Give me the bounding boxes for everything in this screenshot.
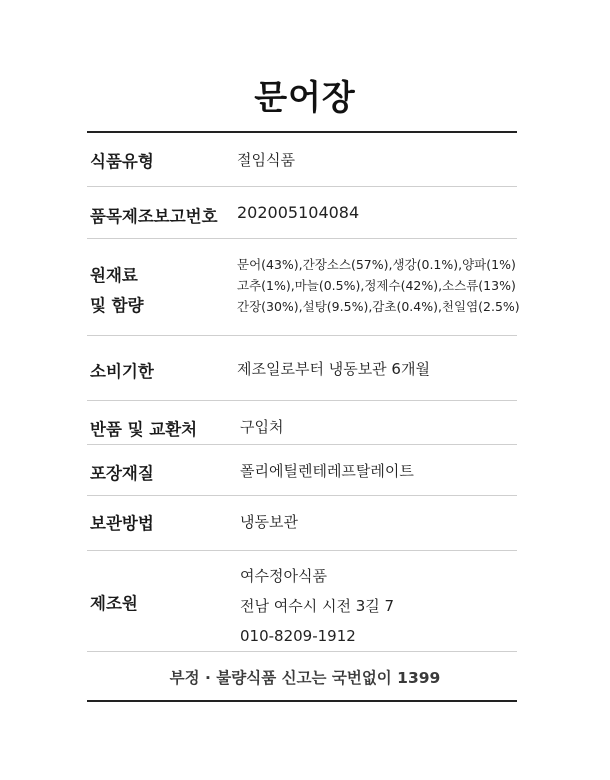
packaging-value: 폴리에틸렌테레프탈레이트 <box>240 462 414 480</box>
report-notice: 부정 · 불량식품 신고는 국번없이 1399 <box>169 669 441 687</box>
food-type-label: 식품유형 <box>90 152 154 171</box>
manufacturer-phone: 010-8209-1912 <box>240 627 356 645</box>
ingredients-line: 문어(43%),간장소스(57%),생강(0.1%),양파(1%) <box>237 257 516 272</box>
expiry-value: 제조일로부터 냉동보관 6개월 <box>237 360 430 378</box>
row-divider <box>87 400 517 401</box>
page-title: 문어장 <box>254 78 356 118</box>
top-divider <box>87 131 517 133</box>
row-divider <box>87 335 517 336</box>
bottom-divider <box>87 700 517 702</box>
row-divider <box>87 238 517 239</box>
ingredients-line: 고추(1%),마늘(0.5%),정제수(42%),소스류(13%) <box>237 278 516 293</box>
food-type-value: 절임식품 <box>237 151 295 169</box>
manufacturer-address: 전남 여수시 시전 3길 7 <box>240 597 395 615</box>
expiry-label: 소비기한 <box>90 362 154 381</box>
row-divider <box>87 444 517 445</box>
ingredients-label-line2: 및 함량 <box>90 296 144 315</box>
returns-label: 반품 및 교환처 <box>90 420 198 439</box>
row-divider <box>87 550 517 551</box>
row-divider <box>87 495 517 496</box>
report-number-value: 202005104084 <box>237 203 360 222</box>
row-divider <box>87 186 517 187</box>
manufacturer-info <box>240 561 394 651</box>
ingredients-list <box>237 254 520 317</box>
ingredients-label-line1: 원재료 <box>90 266 138 285</box>
storage-label: 보관방법 <box>90 514 154 533</box>
row-divider <box>87 651 517 652</box>
report-number-label: 품목제조보고번호 <box>90 207 218 226</box>
manufacturer-label: 제조원 <box>90 594 138 613</box>
manufacturer-name: 여수정아식품 <box>240 567 327 585</box>
storage-value: 냉동보관 <box>240 513 298 531</box>
ingredients-line: 간장(30%),설탕(9.5%),감초(0.4%),천일염(2.5%) <box>237 299 520 314</box>
packaging-label: 포장재질 <box>90 464 154 483</box>
returns-value: 구입처 <box>240 418 284 436</box>
